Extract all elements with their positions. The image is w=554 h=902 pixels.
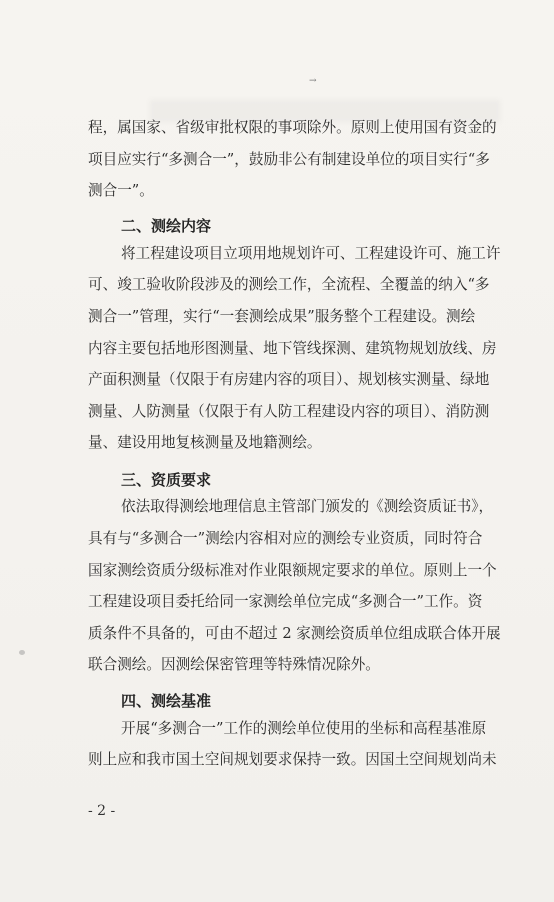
body-line: 可、竣工验收阶段涉及的测绘工作，全流程、全覆盖的纳入“多 (88, 276, 490, 293)
body-line: 国家测绘资质分级标准对作业限额规定要求的单位。原则上一个 (88, 562, 497, 579)
body-line: 联合测绘。因测绘保密管理等特殊情况除外。 (88, 656, 380, 673)
page-number: - 2 - (88, 803, 116, 819)
body-line: 质条件不具备的，可由不超过 2 家测绘资质单位组成联合体开展 (88, 625, 501, 642)
section-heading-content: 二、测绘内容 (121, 217, 212, 235)
body-line: 程，属国家、省级审批权限的事项除外。原则上使用国有资金的 (88, 119, 497, 136)
body-line: 测合一”。 (88, 182, 154, 199)
top-mark: → (309, 76, 317, 86)
body-line: 开展“多测合一”工作的测绘单位使用的坐标和高程基准原 (121, 720, 487, 737)
body-line: 将工程建设项目立项用地规划许可、工程建设许可、施工许 (121, 245, 501, 262)
body-line: 工程建设项目委托给同一家测绘单位完成“多测合一”工作。资 (88, 593, 483, 610)
body-line: 产面积测量（仅限于有房建内容的项目）、规划核实测量、绿地 (88, 371, 490, 388)
body-line: 测合一”管理，实行“一套测绘成果”服务整个工程建设。测绘 (88, 308, 476, 325)
section-heading-qualification: 三、资质要求 (121, 471, 212, 489)
body-line: 则上应和我市国土空间规划要求保持一致。因国土空间规划尚未 (88, 751, 497, 768)
body-line: 项目应实行“多测合一”，鼓励非公有制建设单位的项目实行“多 (88, 151, 490, 168)
body-line: 依法取得测绘地理信息主管部门颁发的《测绘资质证书》， (121, 498, 494, 515)
section-heading-datum: 四、测绘基准 (121, 692, 212, 710)
scan-speck (19, 650, 25, 655)
body-line: 内容主要包括地形图测量、地下管线探测、建筑物规划放线、房 (88, 340, 497, 357)
body-line: 具有与“多测合一”测绘内容相对应的测绘专业资质，同时符合 (88, 530, 483, 547)
body-line: 测量、人防测量（仅限于有人防工程建设内容的项目）、消防测 (88, 403, 490, 420)
body-line: 量、建设用地复核测量及地籍测绘。 (88, 434, 322, 451)
